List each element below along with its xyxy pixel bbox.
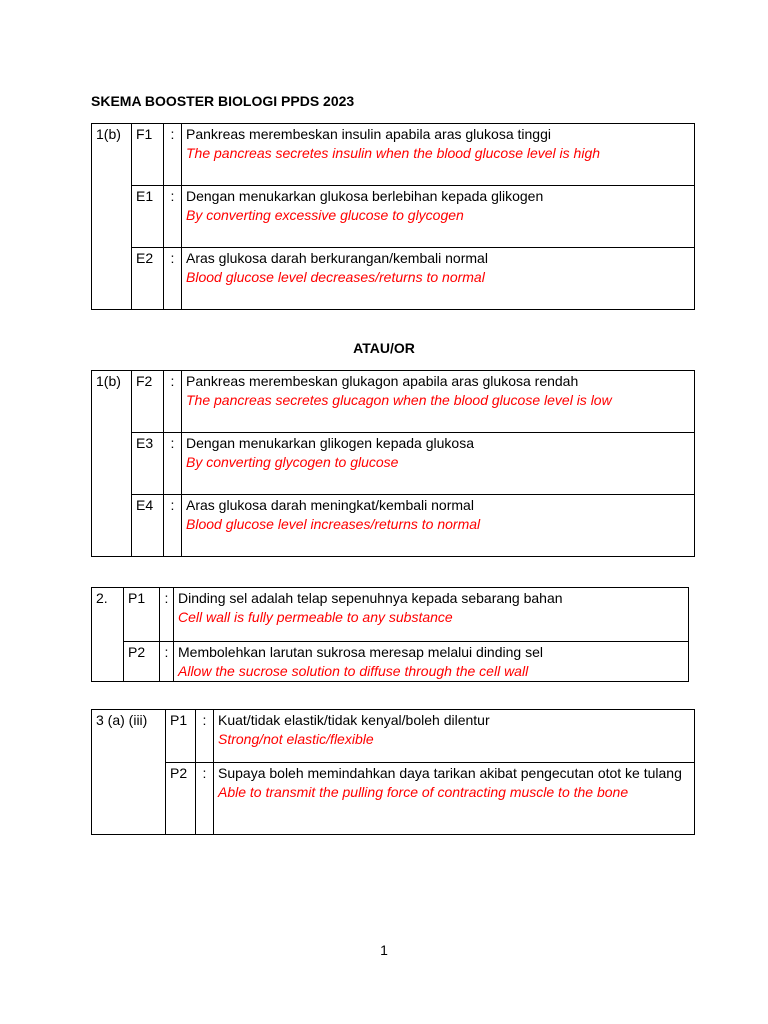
answer-cell: [174, 588, 689, 642]
answer-malay: Aras glukosa darah meningkat/kembali normal: [186, 497, 474, 513]
table-row: [92, 124, 695, 186]
mark-code: E4: [132, 495, 164, 557]
answer-table-4: [91, 709, 695, 835]
page-number: 1: [380, 942, 388, 958]
answer-cell: [182, 124, 695, 186]
mark-code: P2: [166, 763, 196, 835]
answer-table-3: [91, 587, 689, 682]
table-row: [92, 371, 695, 433]
answer-malay: Pankreas merembeskan insulin apabila aras glukosa tinggi: [186, 126, 551, 142]
table-row: [92, 710, 695, 763]
answer-table-1: [91, 123, 695, 310]
mark-code: E1: [132, 186, 164, 248]
answer-malay: Kuat/tidak elastik/tidak kenyal/boleh dilentur: [218, 712, 490, 728]
answer-malay: Membolehkan larutan sukrosa meresap melalui dinding sel: [178, 644, 543, 660]
answer-english: Blood glucose level increases/returns to normal: [186, 516, 481, 532]
question-number: 1(b): [92, 124, 132, 310]
colon: :: [164, 248, 182, 310]
answer-cell: [182, 495, 695, 557]
question-number: 3 (a) (iii): [92, 710, 166, 835]
colon: :: [196, 710, 214, 763]
mark-code: F2: [132, 371, 164, 433]
question-number: 2.: [92, 588, 124, 682]
mark-code: E2: [132, 248, 164, 310]
answer-cell: [182, 186, 695, 248]
table-row: [92, 588, 689, 642]
answer-cell: [182, 371, 695, 433]
mark-code: P2: [124, 642, 160, 682]
answer-english: Cell wall is fully permeable to any substance: [178, 609, 453, 625]
answer-cell: [182, 433, 695, 495]
colon: :: [164, 124, 182, 186]
colon: :: [164, 186, 182, 248]
table-row: [92, 763, 695, 835]
table-row: [92, 433, 695, 495]
colon: :: [164, 495, 182, 557]
mark-code: E3: [132, 433, 164, 495]
answer-english: By converting glycogen to glucose: [186, 454, 399, 470]
document-title: SKEMA BOOSTER BIOLOGI PPDS 2023: [91, 93, 355, 109]
colon: :: [160, 588, 174, 642]
answer-english: By converting excessive glucose to glycogen: [186, 207, 464, 223]
answer-cell: [214, 710, 695, 763]
table-row: [92, 495, 695, 557]
answer-table-2: [91, 370, 695, 557]
table-row: [92, 186, 695, 248]
answer-english: Able to transmit the pulling force of contracting muscle to the bone: [218, 784, 629, 800]
answer-english: The pancreas secretes glucagon when the blood glucose level is low: [186, 392, 612, 408]
table-row: [92, 642, 689, 682]
answer-english: Allow the sucrose solution to diffuse through the cell wall: [178, 663, 529, 679]
answer-malay: Dengan menukarkan glikogen kepada glukosa: [186, 435, 474, 451]
table-row: [92, 248, 695, 310]
colon: :: [164, 371, 182, 433]
colon: :: [196, 763, 214, 835]
alternative-separator: ATAU/OR: [353, 340, 415, 356]
answer-malay: Dengan menukarkan glukosa berlebihan kepada glikogen: [186, 188, 544, 204]
answer-malay: Dinding sel adalah telap sepenuhnya kepada sebarang bahan: [178, 590, 563, 606]
colon: :: [160, 642, 174, 682]
mark-code: F1: [132, 124, 164, 186]
answer-malay: Aras glukosa darah berkurangan/kembali normal: [186, 250, 488, 266]
answer-english: The pancreas secretes insulin when the blood glucose level is high: [186, 145, 601, 161]
answer-malay: Supaya boleh memindahkan daya tarikan akibat pengecutan otot ke tulang: [218, 765, 682, 781]
colon: :: [164, 433, 182, 495]
mark-code: P1: [124, 588, 160, 642]
answer-english: Blood glucose level decreases/returns to normal: [186, 269, 485, 285]
mark-code: P1: [166, 710, 196, 763]
answer-cell: [174, 642, 689, 682]
answer-malay: Pankreas merembeskan glukagon apabila aras glukosa rendah: [186, 373, 579, 389]
answer-cell: [182, 248, 695, 310]
answer-cell: [214, 763, 695, 835]
answer-english: Strong/not elastic/flexible: [218, 731, 374, 747]
question-number: 1(b): [92, 371, 132, 557]
